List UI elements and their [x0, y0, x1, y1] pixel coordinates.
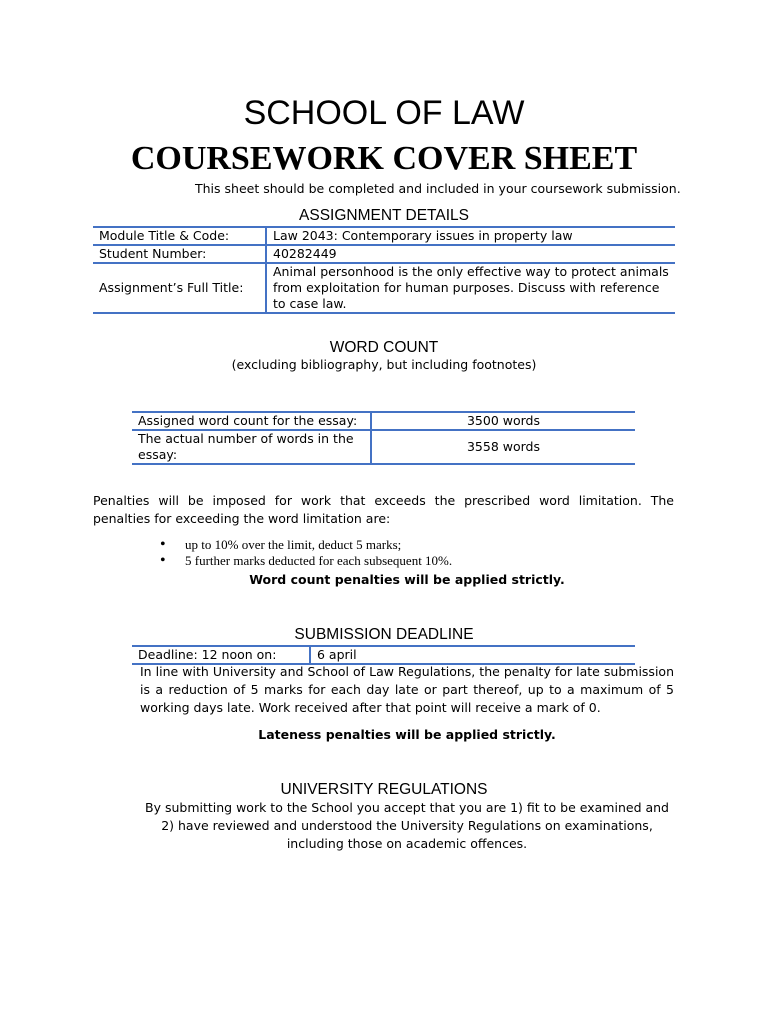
submission-deadline-heading: SUBMISSION DEADLINE	[294, 626, 474, 643]
full-title-label: Assignment’s Full Title:	[93, 263, 266, 313]
module-label: Module Title & Code:	[93, 227, 266, 245]
table-row	[132, 646, 635, 664]
list-item: • 5 further marks deducted for each subsequent 10%.	[160, 553, 452, 569]
student-number-value: 40282449	[266, 245, 675, 263]
table-row	[93, 245, 675, 263]
assignment-details-table	[93, 226, 675, 314]
university-regulations-heading: UNIVERSITY REGULATIONS	[280, 781, 488, 798]
page-title: COURSEWORK COVER SHEET	[130, 140, 638, 177]
full-title-value: Animal personhood is the only effective way to protect animals from exploitation for human purposes. Discuss with reference to case law.	[266, 263, 675, 313]
table-row	[93, 263, 675, 313]
student-number-label: Student Number:	[93, 245, 266, 263]
penalties-text: Penalties will be imposed for work that exceeds the prescribed word limitation. The penalties for exceeding the word limitation are:	[93, 493, 674, 526]
deadline-table	[132, 645, 635, 665]
word-count-strict-note: Word count penalties will be applied strictly.	[249, 572, 565, 587]
list-item: • up to 10% over the limit, deduct 5 marks;	[160, 537, 452, 553]
table-row	[132, 430, 635, 464]
late-submission-text: In line with University and School of Law Regulations, the penalty for late submission is a reduction of 5 marks for each day late or part thereof, up to a maximum of 5 working days late. Work received after that point will receive a mark of 0.	[140, 664, 674, 715]
assignment-details-heading: ASSIGNMENT DETAILS	[299, 207, 469, 224]
word-count-table	[132, 411, 635, 465]
regulations-text: By submitting work to the School you accept that you are 1) fit to be examined and 2) have reviewed and understood the University Regulations on examinations, including those on academic offences.	[145, 800, 669, 851]
assigned-count-label: Assigned word count for the essay:	[132, 412, 371, 430]
lateness-strict-note: Lateness penalties will be applied strictly.	[258, 727, 556, 742]
table-row	[132, 412, 635, 430]
deadline-label: Deadline: 12 noon on:	[132, 646, 310, 664]
deadline-value: 6 april	[310, 646, 635, 664]
module-value: Law 2043: Contemporary issues in property law	[266, 227, 675, 245]
table-row	[93, 227, 675, 245]
intro-text: This sheet should be completed and included in your coursework submission.	[195, 181, 681, 196]
actual-count-value: 3558 words	[371, 430, 635, 464]
school-name: SCHOOL OF LAW	[243, 94, 525, 132]
actual-count-label: The actual number of words in the essay:	[132, 430, 371, 464]
word-count-note: (excluding bibliography, but including footnotes)	[231, 357, 537, 372]
assigned-count-value: 3500 words	[371, 412, 635, 430]
penalties-list	[160, 537, 452, 569]
word-count-heading: WORD COUNT	[329, 339, 439, 356]
